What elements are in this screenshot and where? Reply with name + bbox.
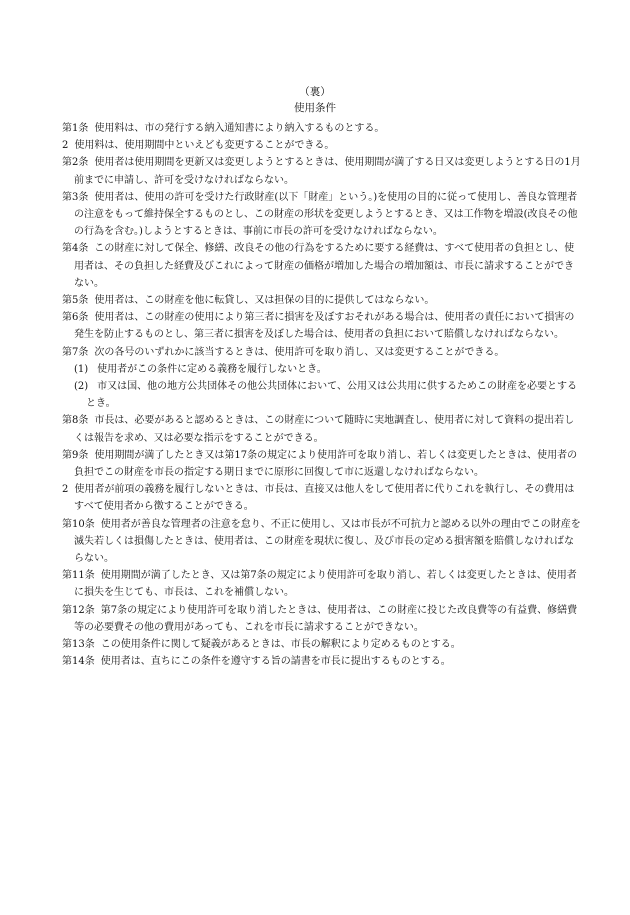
article-number: 第10条 — [62, 518, 95, 530]
article-text: この財産に対して保全、修繕、改良その他の行為をするために要する経費は、すべて使用者の負担とし、使用者は、その負担した経費及びこれによって財産の価格が増加した場合の増加額は、市長に請求することができない。 — [74, 243, 575, 289]
article-text: 使用者が善良な管理者の注意を怠り、不正に使用し、又は市長が不可抗力と認める以外の理由でこの財産を滅失若しくは損傷したときは、使用者は、この財産を現状に復し、及び市長の定める損害額を賠償しなければならない。 — [74, 518, 581, 565]
article-number: 第7条 — [62, 346, 89, 358]
article-1-paragraph-2 — [62, 137, 582, 154]
article-text: 使用期間が満了したとき又は第17条の規定により使用許可を取り消し、若しくは変更したときは、使用者の負担でこの財産を市長の指定する期日までに原形に回復して市に返還しなければならない。 — [74, 449, 578, 479]
article-3 — [62, 189, 582, 241]
article-text: 使用者は、使用の許可を受けた行政財産(以下「財産」という。)を使用の目的に従って使用し、善良な管理者の注意をもって維持保全するものとし、この財産の形状を変更しようとするとき、又は工作物を増設(改良その他の行為を含む。)しようとするときは、事前に市長の許可を受けなければならない。 — [74, 191, 578, 238]
article-text: 使用者は、直ちにこの条件を遵守する旨の請書を市長に提出するものとする。 — [100, 656, 451, 668]
article-number: 第1条 — [62, 123, 89, 134]
article-text: 使用料は、使用期間中といえども変更することができる。 — [74, 140, 335, 152]
article-text: 市長は、必要があると認めるときは、この財産について随時に実地調査し、使用者に対して資料の提出若しくは報告を求め、又は必要な指示をすることができる。 — [74, 415, 575, 444]
article-number: 第13条 — [62, 639, 95, 651]
article-text: 使用者は使用期間を更新又は変更しようとするときは、使用期間が満了する日又は変更しようとする日の1月前までに申請し、許可を受けなければならない。 — [74, 157, 581, 186]
article-14 — [62, 653, 582, 670]
article-5 — [62, 292, 582, 309]
article-11 — [62, 567, 582, 601]
article-7-item-1 — [62, 361, 582, 378]
terms-body — [62, 120, 582, 671]
article-13 — [62, 636, 582, 653]
article-number: 2 — [62, 484, 69, 496]
article-number: 第14条 — [62, 656, 95, 668]
article-12 — [62, 602, 582, 636]
article-text: 次の各号のいずれかに該当するときは、使用許可を取り消し、又は変更することができる。 — [94, 346, 505, 358]
article-text: 使用料は、市の発行する納入通知書により納入するものとする。 — [94, 123, 385, 134]
item-text: 使用者がこの条件に定める義務を履行しないとき。 — [97, 363, 327, 375]
article-number: 第11条 — [62, 570, 95, 582]
article-6 — [62, 309, 582, 343]
article-text: 第7条の規定により使用許可を取り消したときは、使用者は、この財産に投じた改良費等の有益費、修繕費等の必要費その他の費用があっても、これを市長に請求することができない。 — [74, 604, 578, 633]
item-number: (1) — [74, 363, 89, 375]
page-side-label: （裏） — [299, 86, 331, 98]
article-9-paragraph-2 — [62, 481, 582, 515]
article-number: 第4条 — [62, 243, 89, 255]
article-10 — [62, 516, 582, 568]
article-text: 使用期間が満了したとき、又は第7条の規定により使用許可を取り消し、若しくは変更したときは、使用者に損失を生じても、市長は、これを補償しない。 — [74, 570, 577, 599]
item-text: 市又は国、他の地方公共団体その他公共団体において、公用又は公共用に供するためこの財産を必要とするとき。 — [86, 381, 577, 410]
article-9 — [62, 447, 582, 481]
article-text: 使用者は、この財産を他に転貸し、又は担保の目的に提供してはならない。 — [94, 295, 435, 307]
article-text: 使用者が前項の義務を履行しないときは、市長は、直接又は他人をして使用者に代りこれを執行し、その費用はすべて使用者から徴することができる。 — [74, 484, 575, 513]
article-number: 2 — [62, 140, 69, 152]
article-number: 第5条 — [62, 295, 89, 307]
article-text: この使用条件に関して疑義があるときは、市長の解釈により定めるものとする。 — [100, 639, 461, 651]
article-7-item-2 — [62, 378, 582, 412]
article-number: 第12条 — [62, 604, 95, 616]
article-7 — [62, 344, 582, 361]
article-4 — [62, 240, 582, 292]
article-text: 使用者は、この財産の使用により第三者に損害を及ぼすおそれがある場合は、使用者の責任において損害の発生を防止するものとし、第三者に損害を及ぼした場合は、使用者の負担において賠償しなければならない。 — [74, 312, 575, 341]
article-number: 第8条 — [62, 415, 89, 427]
article-number: 第9条 — [62, 449, 89, 461]
article-number: 第6条 — [62, 312, 89, 324]
article-2 — [62, 154, 582, 188]
document-title: 使用条件 — [294, 102, 336, 114]
article-1 — [62, 120, 582, 137]
article-number: 第2条 — [62, 157, 89, 169]
item-number: (2) — [74, 381, 89, 393]
article-number: 第3条 — [62, 191, 89, 203]
article-8 — [62, 412, 582, 446]
